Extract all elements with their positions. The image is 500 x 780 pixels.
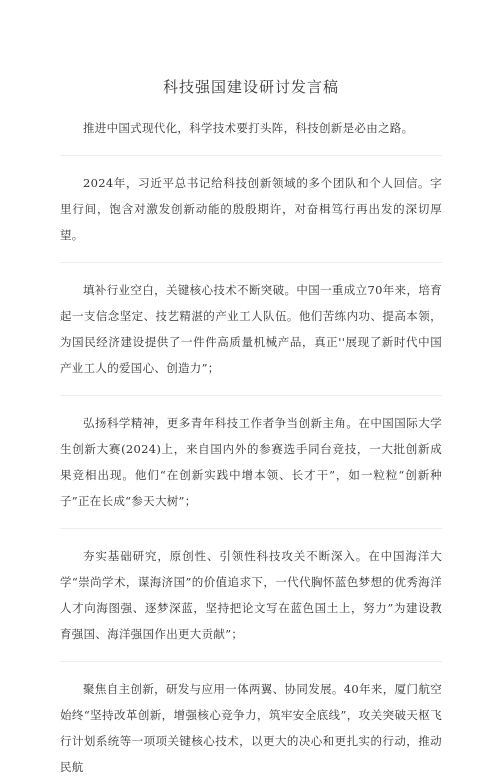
paragraph-reply-letters: 2024年，习近平总书记给科技创新领域的多个团队和个人回信。字里行间，饱含对激发创新动能的殷殷期许，对奋楫笃行再出发的深切厚望。 bbox=[60, 176, 442, 242]
document-title: 科技强国建设研讨发言稿 bbox=[162, 78, 339, 96]
divider bbox=[60, 155, 442, 156]
paragraph-intro: 推进中国式现代化，科学技术要打头阵，科技创新是必由之路。 bbox=[83, 121, 414, 135]
divider bbox=[60, 661, 442, 662]
paragraph-independent-innovation: 聚焦自主创新，研发与应用一体两翼、协同发展。40年来，厦门航空始终“坚持改革创新，增强核心竞争力，筑牢安全底线”，攻关突破天枢飞行计划系统等一项项关键核心技术，以更大的决心和更扎实的行动，推动民航 bbox=[60, 682, 442, 774]
divider bbox=[60, 528, 442, 529]
divider bbox=[60, 262, 442, 263]
paragraph-basic-research: 夯实基础研究，原创性、引领性科技攻关不断深入。在中国海洋大学“崇尚学术，谋海济国”的价值追求下，一代代胸怀蓝色梦想的优秀海洋人才向海图强、逐梦深蓝，坚持把论文写在蓝色国土上，努力”为建设教育强国、海洋强国作出更大贡献”； bbox=[60, 549, 442, 641]
divider bbox=[60, 395, 442, 396]
paragraph-scientific-spirit: 弘扬科学精神，更多青年科技工作者争当创新主角。在中国国际大学生创新大赛(2024)上，来自国内外的参赛选手同台竞技，一大批创新成果竞相出现。他们“在创新实践中增本领、长才干”，如一粒粒“创新种子”正在长成“参天大树”； bbox=[60, 416, 442, 508]
paragraph-key-technology: 填补行业空白，关键核心技术不断突破。中国一重成立70年来，培育起一支信念坚定、技艺精湛的产业工人队伍。他们苦练内功、提高本领，为国民经济建设提供了一件件高质量机械产品，真正''展现了新时代中国产业工人的爱国心、创造力”； bbox=[60, 283, 442, 375]
